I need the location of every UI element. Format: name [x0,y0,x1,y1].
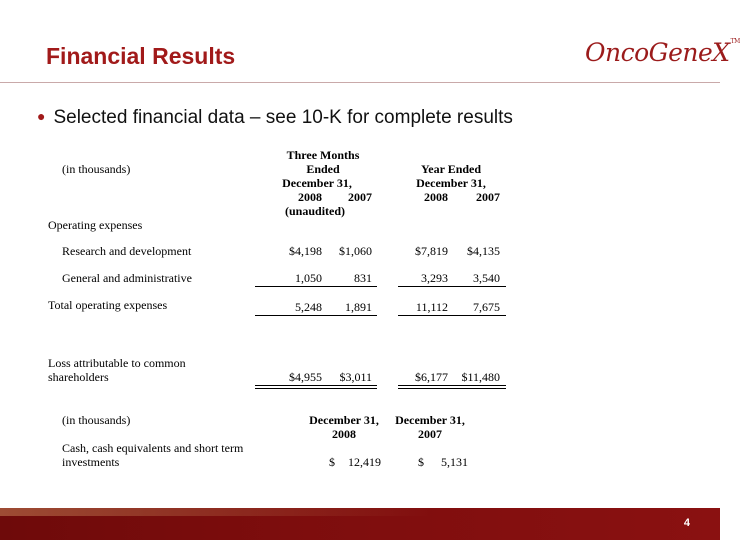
header-three-months-line3: December 31, [282,176,352,190]
bullet-text: Selected financial data – see 10-K for complete results [53,107,513,128]
logo-text: OncoGeneX [585,38,730,67]
subtotal-rule-quarter [255,286,377,287]
row-label-loss-line1: Loss attributable to common [48,356,186,370]
table2-cash-2007: 5,131 [441,455,468,469]
cell-research-q2007: $1,060 [339,244,372,258]
double-rule-year-top [398,385,506,386]
bullet-icon: ● [37,108,46,124]
total-rule-quarter [255,315,377,316]
table2-cash-2007-currency: $ [418,455,424,469]
slide-title: Financial Results [46,43,236,69]
col-header-y2008: 2008 [424,190,448,204]
cell-research-y2008: $7,819 [415,244,448,258]
table1-units-label: (in thousands) [62,162,131,176]
col-header-q2008: 2008 [298,190,322,204]
unaudited-note: (unaudited) [285,204,346,218]
oncogenex-logo [585,38,740,67]
cell-general-q2008: 1,050 [295,271,322,285]
cell-total-q2008: 5,248 [295,300,322,314]
row-label-general-admin: General and administrative [62,271,192,285]
table2-cash-2008-currency: $ [329,455,335,469]
table2-col-b-line1: December 31, [395,413,465,427]
cell-general-q2007: 831 [354,271,372,285]
cell-total-y2008: 11,112 [415,300,448,314]
cell-research-q2008: $4,198 [289,244,322,258]
double-rule-year-bottom [398,388,506,389]
cell-loss-q2008: $4,955 [289,370,322,384]
table2-row-label-line1: Cash, cash equivalents and short term [62,441,244,455]
cell-total-q2007: 1,891 [345,300,372,314]
header-year-ended-line1: Year Ended [420,162,482,176]
table2-col-a-line2: 2008 [332,427,356,441]
page-number: 4 [683,517,690,529]
cell-general-y2007: 3,540 [473,271,500,285]
cell-research-y2007: $4,135 [467,244,500,258]
cell-total-y2007: 7,675 [473,300,500,314]
double-rule-quarter-top [255,385,377,386]
col-header-y2007: 2007 [476,190,500,204]
table2-units-label: (in thousands) [62,413,131,427]
operating-expenses-heading: Operating expenses [48,218,143,232]
cell-loss-q2007: $3,011 [339,370,372,384]
table2-row-label-line2: investments [62,455,120,469]
col-header-q2007: 2007 [348,190,372,204]
row-label-research: Research and development [62,244,192,258]
table2-cash-2008: 12,419 [348,455,381,469]
header-three-months-line2: Ended [306,162,340,176]
title-divider [0,82,720,83]
cell-loss-y2008: $6,177 [415,370,448,384]
double-rule-quarter-bottom [255,388,377,389]
logo-trademark: TM [730,38,740,45]
header-year-ended-line2: December 31, [416,176,486,190]
header-three-months-line1: Three Months [286,148,360,162]
subtotal-rule-year [398,286,506,287]
table2-col-b-line2: 2007 [418,427,442,441]
table2-col-a-line1: December 31, [309,413,379,427]
row-label-total-opex: Total operating expenses [48,298,168,312]
row-label-loss-line2: shareholders [48,370,109,384]
bullet-point [37,107,513,129]
total-rule-year [398,315,506,316]
footer-streak [0,508,430,516]
cell-general-y2008: 3,293 [421,271,448,285]
footer-bar [0,508,720,540]
cell-loss-y2007: $11,480 [461,370,500,384]
